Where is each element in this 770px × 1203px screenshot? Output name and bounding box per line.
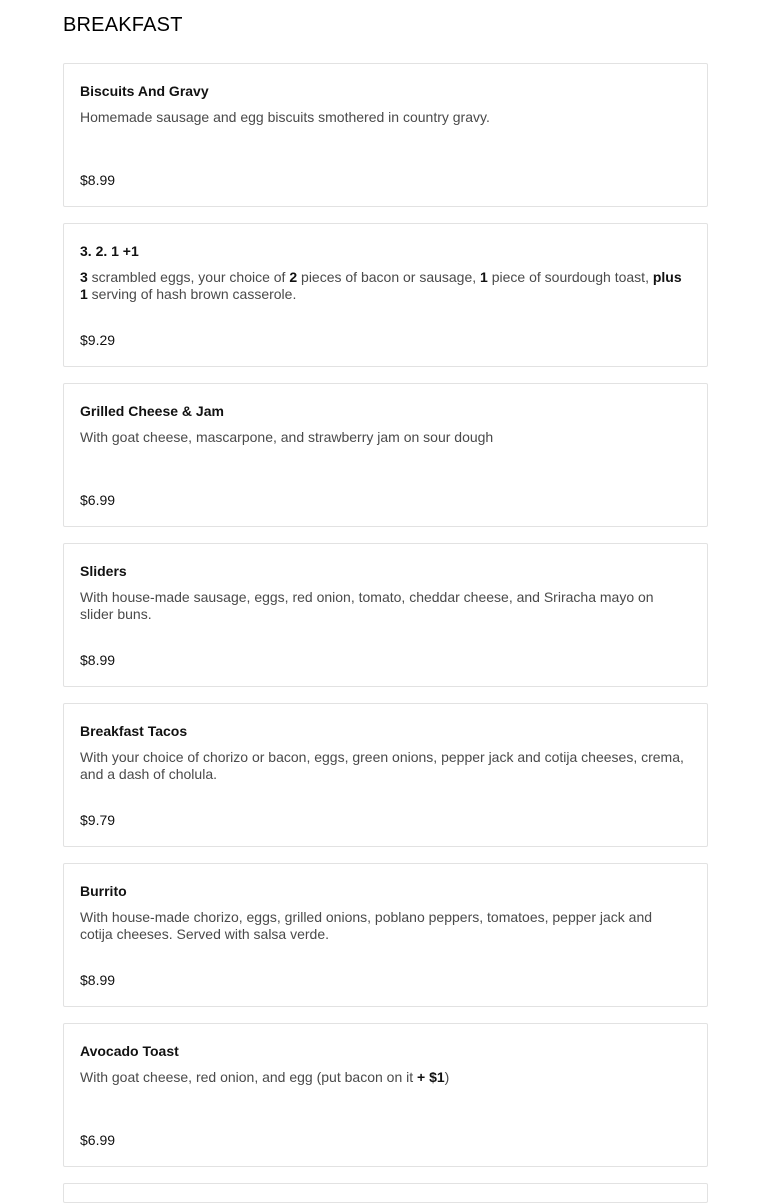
menu-item-description	[80, 749, 687, 783]
menu-item-description	[80, 269, 687, 303]
menu-item-description	[80, 109, 687, 126]
section-title: BREAKFAST	[63, 14, 183, 36]
menu-item-card-partial[interactable]	[63, 1183, 708, 1203]
description-emphasis: 2	[289, 269, 298, 285]
menu-item-card[interactable]	[63, 1023, 708, 1167]
menu-item-name: Breakfast Tacos	[80, 723, 188, 739]
menu-item-description	[80, 909, 687, 943]
menu-item-price: $9.29	[80, 332, 116, 348]
description-text: With goat cheese, red onion, and egg (put bacon on it	[80, 1069, 418, 1085]
description-text: With your choice of chorizo or bacon, eggs, green onions, pepper jack and cotija cheeses, crema, and a dash of cholula.	[80, 749, 684, 782]
menu-item-price: $8.99	[80, 972, 116, 988]
menu-item-name: Biscuits And Gravy	[80, 83, 209, 99]
description-text: piece of sourdough toast,	[487, 269, 653, 285]
description-text: With house-made chorizo, eggs, grilled onions, poblano peppers, tomatoes, pepper jack and cotija cheeses. Served with salsa verde.	[80, 909, 653, 942]
menu-item-price: $8.99	[80, 172, 116, 188]
description-text: serving of hash brown casserole.	[87, 286, 297, 302]
description-text: With house-made sausage, eggs, red onion, tomato, cheddar cheese, and Sriracha mayo on slider buns.	[80, 589, 654, 622]
description-emphasis: 3	[80, 269, 88, 285]
menu-item-list	[63, 63, 708, 1183]
description-emphasis: + $1	[417, 1069, 445, 1085]
menu-item-card[interactable]	[63, 703, 708, 847]
menu-item-price: $8.99	[80, 652, 116, 668]
menu-item-name: Avocado Toast	[80, 1043, 179, 1059]
description-emphasis: plus 1	[80, 269, 682, 302]
menu-item-name: Sliders	[80, 563, 127, 579]
description-emphasis: 1	[480, 269, 488, 285]
menu-item-price: $9.79	[80, 812, 116, 828]
menu-item-description	[80, 429, 687, 446]
description-text: pieces of bacon or sausage,	[297, 269, 481, 285]
description-text: )	[444, 1069, 450, 1085]
menu-item-price: $6.99	[80, 492, 116, 508]
menu-item-name: 3. 2. 1 +1	[80, 243, 139, 259]
menu-item-card[interactable]	[63, 543, 708, 687]
menu-item-name: Grilled Cheese & Jam	[80, 403, 224, 419]
menu-item-card[interactable]	[63, 383, 708, 527]
menu-item-description	[80, 1069, 687, 1086]
menu-item-card[interactable]	[63, 863, 708, 1007]
description-text: scrambled eggs, your choice of	[87, 269, 290, 285]
menu-item-name: Burrito	[80, 883, 127, 899]
description-text: With goat cheese, mascarpone, and strawberry jam on sour dough	[80, 429, 494, 445]
menu-item-price: $6.99	[80, 1132, 116, 1148]
menu-item-card[interactable]	[63, 63, 708, 207]
description-text: Homemade sausage and egg biscuits smothered in country gravy.	[80, 109, 490, 125]
menu-item-card[interactable]	[63, 223, 708, 367]
menu-item-description	[80, 589, 687, 623]
